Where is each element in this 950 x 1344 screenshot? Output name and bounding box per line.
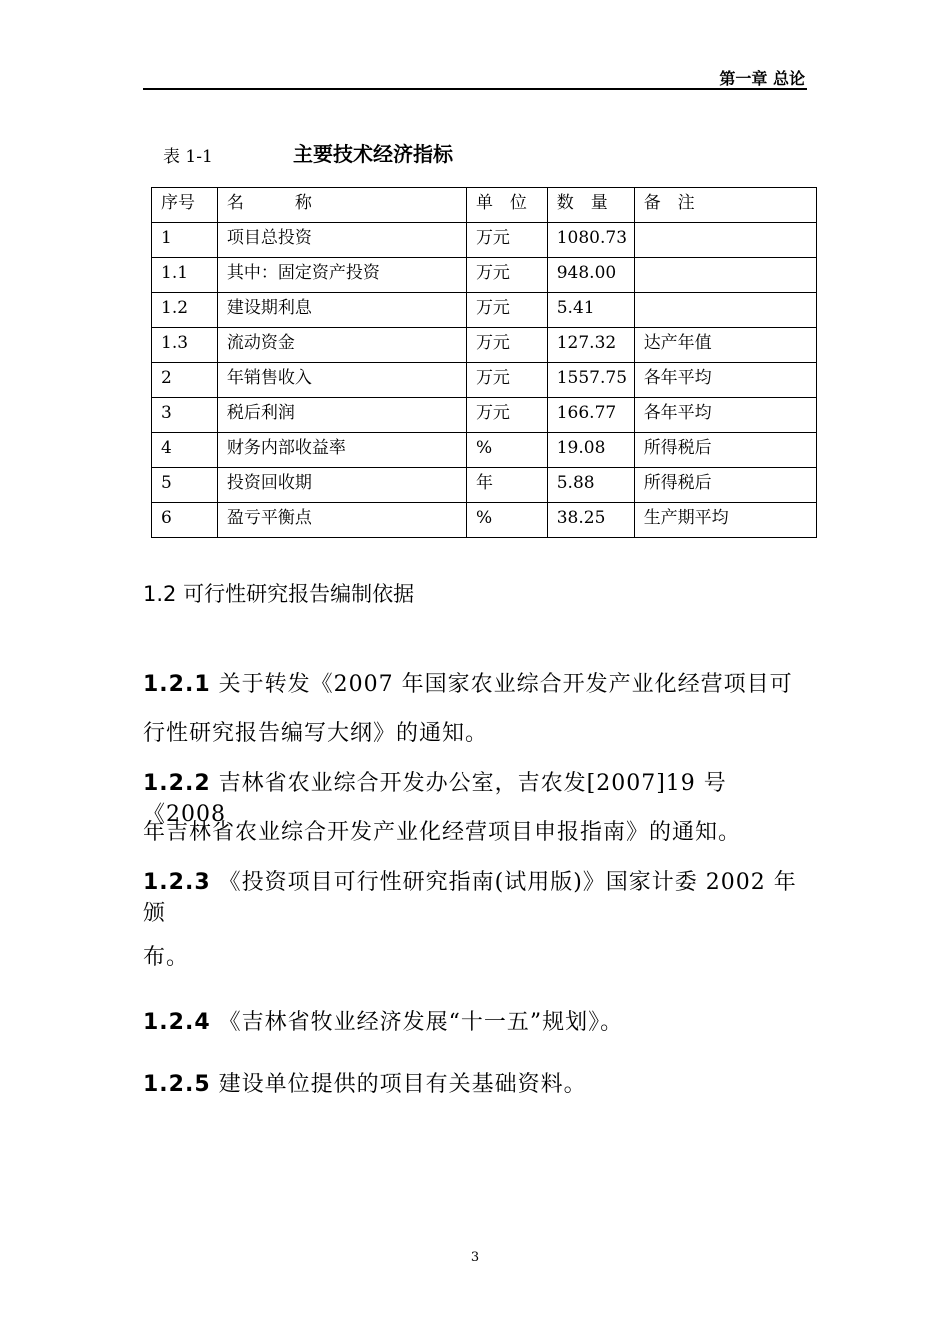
cell-seq: 2 (152, 363, 218, 398)
cell-quantity: 948.00 (547, 258, 634, 293)
item-text: 年吉林省农业综合开发产业化经营项目申报指南》的通知。 (143, 820, 742, 845)
cell-unit: 万元 (466, 398, 547, 433)
item-number: 1.2.5 (143, 1072, 211, 1097)
column-header-note: 备 注 (634, 188, 816, 223)
item-text: 布。 (143, 945, 190, 970)
cell-unit: 万元 (466, 363, 547, 398)
cell-quantity: 19.08 (547, 433, 634, 468)
basis-item-1 (143, 667, 808, 698)
basis-item-3 (143, 865, 808, 927)
cell-name: 流动资金 (217, 328, 466, 363)
cell-name: 建设期利息 (217, 293, 466, 328)
column-header-name: 名 称 (217, 188, 466, 223)
indicators-table (151, 187, 817, 538)
cell-quantity: 166.77 (547, 398, 634, 433)
column-header-quantity: 数 量 (547, 188, 634, 223)
table-row (152, 258, 817, 293)
basis-item-4 (143, 1005, 808, 1036)
cell-name: 其中：固定资产投资 (217, 258, 466, 293)
cell-quantity: 38.25 (547, 503, 634, 538)
table-row (152, 433, 817, 468)
header-divider (143, 88, 807, 90)
cell-seq: 3 (152, 398, 218, 433)
table-header-row (152, 188, 817, 223)
cell-note: 所得税后 (634, 433, 816, 468)
item-number: 1.2.1 (143, 672, 211, 697)
cell-seq: 4 (152, 433, 218, 468)
cell-note: 达产年值 (634, 328, 816, 363)
cell-quantity: 1557.75 (547, 363, 634, 398)
cell-note (634, 258, 816, 293)
table-row (152, 223, 817, 258)
basis-item-2-continued (143, 815, 808, 846)
table-row (152, 468, 817, 503)
item-text: 《投资项目可行性研究指南(试用版)》国家计委 2002 年颁 (143, 870, 797, 926)
item-number: 1.2.3 (143, 870, 211, 895)
cell-unit: 万元 (466, 223, 547, 258)
item-text: 建设单位提供的项目有关基础资料。 (218, 1072, 587, 1097)
cell-note: 所得税后 (634, 468, 816, 503)
table-row (152, 328, 817, 363)
item-text: 吉林省农业综合开发办公室，吉农发[2007]19 号《2008 (143, 771, 727, 827)
cell-seq: 5 (152, 468, 218, 503)
cell-unit: 年 (466, 468, 547, 503)
cell-unit: 万元 (466, 328, 547, 363)
cell-seq: 1.2 (152, 293, 218, 328)
cell-unit: 万元 (466, 258, 547, 293)
table-row (152, 363, 817, 398)
basis-item-5 (143, 1067, 808, 1098)
column-header-unit: 单 位 (466, 188, 547, 223)
cell-quantity: 5.88 (547, 468, 634, 503)
cell-unit: 万元 (466, 293, 547, 328)
basis-item-1-continued (143, 716, 808, 747)
cell-quantity: 1080.73 (547, 223, 634, 258)
cell-note (634, 223, 816, 258)
cell-name: 盈亏平衡点 (217, 503, 466, 538)
table-row (152, 398, 817, 433)
cell-quantity: 5.41 (547, 293, 634, 328)
item-number: 1.2.4 (143, 1010, 211, 1035)
section-heading: 1.2 可行性研究报告编制依据 (143, 582, 415, 606)
cell-name: 税后利润 (217, 398, 466, 433)
cell-name: 投资回收期 (217, 468, 466, 503)
table-number: 表 1-1 (163, 147, 213, 167)
cell-unit: % (466, 503, 547, 538)
item-text: 行性研究报告编写大纲》的通知。 (143, 721, 489, 746)
column-header-seq: 序号 (152, 188, 218, 223)
cell-unit: % (466, 433, 547, 468)
table-row (152, 293, 817, 328)
cell-note: 生产期平均 (634, 503, 816, 538)
cell-seq: 1.3 (152, 328, 218, 363)
table-title: 主要技术经济指标 (293, 142, 453, 166)
cell-note: 各年平均 (634, 363, 816, 398)
cell-quantity: 127.32 (547, 328, 634, 363)
cell-seq: 6 (152, 503, 218, 538)
cell-seq: 1.1 (152, 258, 218, 293)
item-text: 关于转发《2007 年国家农业综合开发产业化经营项目可 (218, 672, 793, 697)
chapter-header: 第一章 总论 (719, 69, 805, 88)
basis-item-3-continued (143, 940, 808, 971)
cell-note (634, 293, 816, 328)
item-number: 1.2.2 (143, 771, 211, 796)
cell-name: 财务内部收益率 (217, 433, 466, 468)
item-text: 《吉林省牧业经济发展“十一五”规划》。 (218, 1010, 624, 1035)
cell-note: 各年平均 (634, 398, 816, 433)
table-row (152, 503, 817, 538)
cell-name: 年销售收入 (217, 363, 466, 398)
cell-seq: 1 (152, 223, 218, 258)
cell-name: 项目总投资 (217, 223, 466, 258)
page-number: 3 (470, 1250, 480, 1265)
